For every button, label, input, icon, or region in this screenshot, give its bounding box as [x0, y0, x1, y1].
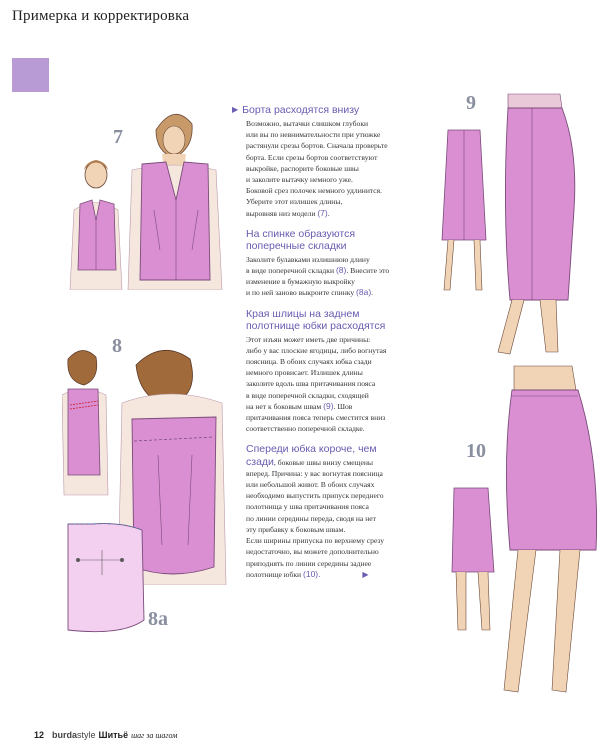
figure-ref: (7) — [317, 207, 328, 218]
figure-7-label: 7 — [113, 126, 123, 148]
magazine-tagline: шаг за шагом — [131, 731, 178, 740]
figure-9-illustration — [428, 90, 593, 360]
figure-8-label: 8 — [112, 335, 122, 357]
triangle-bullet-icon: ▶ — [232, 105, 239, 114]
brand-style: style — [77, 730, 96, 740]
figure-ref: (8a) — [356, 287, 372, 298]
section-spinka-title: На спинке образуются поперечные складки — [246, 227, 356, 252]
section-shlica — [232, 308, 417, 435]
section-color-block — [12, 58, 49, 92]
brand-burda: burda — [52, 730, 78, 740]
section-speredi-body: Спереди юбка короче, чем сзади, боковые швы внизу смещены вперед. Причина: у вас вогнутая поясница или небольшой живот. В обоих случаях необходимо выпустить припуск переднего полотнища у шва притачивания пояса по линии середины переда, сводя на нет эту прибавку к боковым швам. Если ширины припуска по верхнему срезу недостаточно, вы можете дополнительно приподнять по линии середины заднее полотнище юбки (10). ▶ — [246, 443, 385, 579]
section-bort-title: ▶ Борта расходятся внизу — [232, 104, 360, 116]
section-bort — [232, 104, 417, 219]
section-bort-body: Возможно, вытачки слишком глубоки или вы по невнимательности при утюжке растянули срезы бортов. Сначала проверьте борта. Если срезы бортов соответствуют выкройке, распорите боковые швы и заколите вытачку немного уже. Боковой срез полочек немного удлинится. Уберите этот излишек длины, выровняв низ модели (7). — [246, 119, 388, 218]
figure-7-illustration — [62, 100, 237, 290]
page-header: Примерка и корректировка — [12, 8, 190, 24]
figure-ref: (9) — [323, 400, 334, 411]
section-speredi-title: Спереди юбка короче, чем — [246, 443, 377, 456]
section-speredi — [232, 443, 417, 579]
section-shlica-body: Этот изъян может иметь две причины: либо у вас плоские ягодицы, либо вогнутая поясница. В обоих случаях юбка сзади немного провисает. Излишек длины заколите вдоль шва притачивания пояса в виде поперечной складки, сходящей на нет к боковым швам (9). Шов притачивания пояса теперь сместится вниз соответственно поперечной складке. — [246, 334, 387, 434]
figure-9-label: 9 — [466, 92, 476, 114]
section-speredi-title-2: сзади — [246, 455, 274, 468]
magazine-name: Шитьё — [98, 730, 129, 740]
text-column — [232, 104, 417, 589]
figure-10-illustration — [440, 360, 600, 700]
page-footer — [34, 730, 177, 740]
figure-8a-pattern — [62, 520, 162, 650]
continue-arrow-icon: ▶ — [362, 569, 369, 579]
figure-ref: (8) — [335, 265, 347, 276]
figure-10-label: 10 — [466, 440, 486, 462]
section-spinka-body: Заколите булавками излишнюю длину в виде поперечной складки (8). Внесите это изменение в бумажную выкройку и по ней заново выкроите спинку (8a). — [246, 254, 390, 298]
section-shlica-title: Края шлицы на заднем полотнище юбки расходятся — [246, 307, 386, 332]
figure-ref: (10). — [303, 568, 321, 579]
figure-8a-label: 8a — [148, 608, 168, 630]
section-spinka — [232, 228, 417, 299]
page-number: 12 — [34, 730, 45, 740]
